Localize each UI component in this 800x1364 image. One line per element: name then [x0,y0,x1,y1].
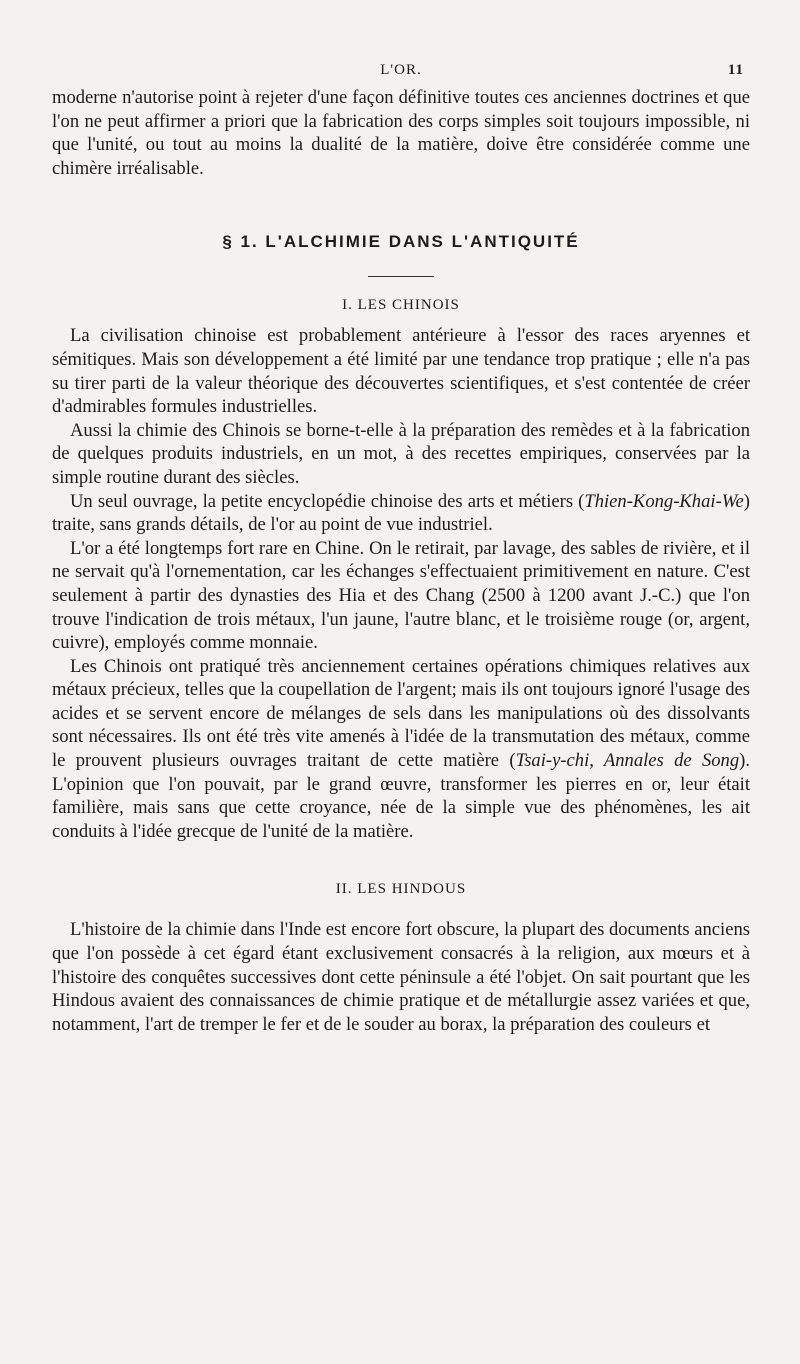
book-title-italic: Thien-Kong-Khai-We [584,490,744,512]
running-title: L'OR. [380,62,422,78]
paragraph-chinois-3 [52,490,750,537]
running-head [52,62,750,86]
paragraph-hindous-1: L'histoire de la chimie dans l'Inde est encore fort obscure, la plupart des documents anciens que l'on possède à cet égard étant exclusivement consacrés à la religion, aux mœurs et à l'histoire des conquêtes successives dont cette péninsule a été l'objet. On sait pourtant que les Hindous avaient des connaissances de chimie pratique et de métallurgie assez variées et que, notamment, l'art de tremper le fer et de le souder au borax, la préparation des couleurs et [52,919,750,1035]
subsection-heading-hindous: II. LES HINDOUS [335,881,467,898]
paragraph-chinois-5 [52,655,750,844]
section-heading: § 1. L'ALCHIMIE DANS L'ANTIQUITÉ [222,232,580,252]
page-number: 11 [727,62,744,78]
paragraph-chinois-4: L'or a été longtemps fort rare en Chine. On le retirait, par lavage, des sables de rivière, et il ne servait qu'à l'ornementation, car les échanges s'effectuaient primitivement en nature. C'est seulement à partir des dynasties des Hia et des Chang (2500 à 1200 avant J.-C.) que l'on trouve l'indication de trois métaux, l'un jaune, l'autre blanc, et le troisième rouge (or, argent, cuivre), employés comme monnaie. [52,537,750,654]
paragraph-text: Un seul ouvrage, la petite encyclopédie chinoise des arts et métiers ( [70,490,585,512]
paragraph-text: Les Chinois ont pratiqué très anciennement certaines opérations chimiques relatives aux métaux précieux, telles que la coupellation de l'argent; mais ils ont toujours ignoré l'usage des acides et se servent encore de mélanges de sels dans les manipulations où des dissolvants sont nécessaires. Ils ont été très vite amenés à l'idée de la transmutation des métaux, comme le prouvent plusieurs ouvrages traitant de cette matière ( [52,655,750,772]
book-title-italic: Tsai-y-chi, Annales de Song [515,750,740,772]
paragraph-text: ) traite, sans grands détails, de l'or au point de vue industriel. [52,490,750,536]
paragraph-chinois-1: La civilisation chinoise est probablement antérieure à l'essor des races aryennes et sémitiques. Mais son développement a été limité par une tendance trop pratique ; elle n'a pas su tirer parti de la valeur théorique des découvertes scientifiques, et s'est contentée de créer d'admirables formules industrielles. [52,325,750,418]
paragraph-text: ). L'opinion que l'on pouvait, par le grand œuvre, transformer les pierres en or, leur était familière, mais sans que cette croyance, née de la simple vue des phénomènes, les ait conduits à l'idée grecque de l'unité de la matière. [52,750,750,842]
heading-divider [368,276,434,277]
book-page [0,62,800,1364]
paragraph-chinois-2: Aussi la chimie des Chinois se borne-t-elle à la préparation des remèdes et à la fabrication de quelques produits industriels, en un mot, à des recettes empiriques, conservées par la simple routine durant des siècles. [52,419,750,488]
opening-paragraph: moderne n'autorise point à rejeter d'une façon définitive toutes ces anciennes doctrines et que l'on ne peut affirmer a priori que la fabrication des corps simples soit toujours impossible, ni que l'unité, ou tout au moins la dualité de la matière, doive être considérée comme une chimère irréalisable. [52,87,750,179]
subsection-heading-chinois: I. LES CHINOIS [342,297,460,314]
